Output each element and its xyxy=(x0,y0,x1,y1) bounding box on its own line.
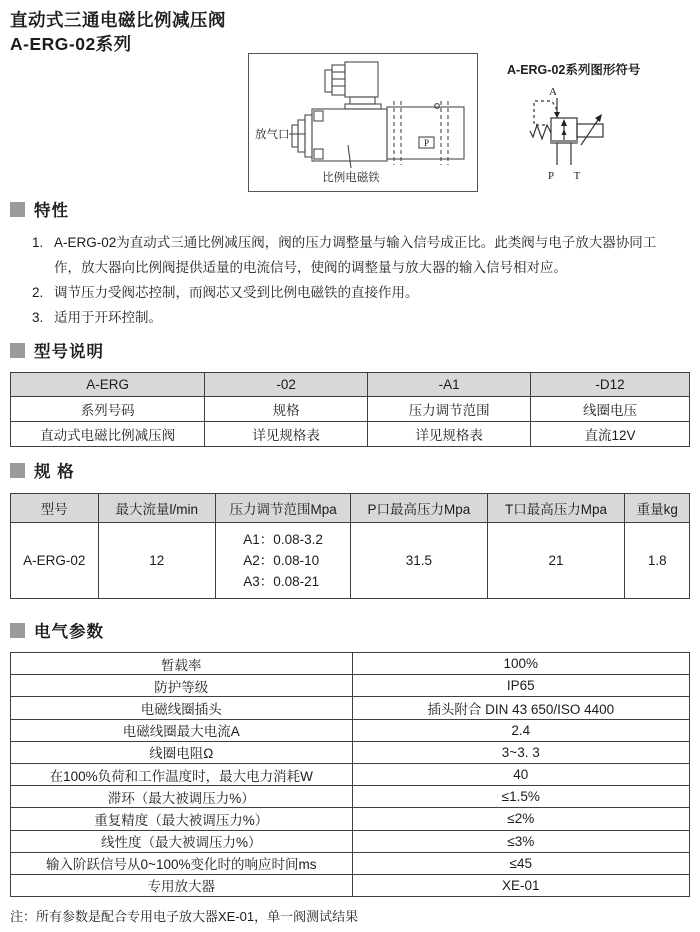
section-marker-icon xyxy=(10,202,25,217)
column-header: T口最高压力Mpa xyxy=(487,494,625,523)
table-cell: 规格 xyxy=(205,397,368,422)
list-item xyxy=(32,230,682,280)
footnote: 注：所有参数是配合专用电子放大器XE-01，单一阀测试结果 xyxy=(10,909,359,924)
column-header: 最大流量l/min xyxy=(98,494,215,523)
spec-weight-cell: 1.8 xyxy=(625,523,690,599)
section-specifications xyxy=(10,458,692,599)
param-label: 暂载率 xyxy=(11,653,353,675)
symbol-port-t-label: T xyxy=(573,170,581,182)
param-label: 线圈电阻Ω xyxy=(11,741,353,763)
pressure-range-list xyxy=(243,529,323,592)
param-value: 100% xyxy=(352,653,689,675)
param-label: 在100%负荷和工作温度时，最大电力消耗W xyxy=(11,763,353,785)
features-header xyxy=(10,197,692,221)
table-cell: 直流12V xyxy=(531,422,690,447)
table-row xyxy=(11,852,690,874)
spec-model-cell: A-ERG-02 xyxy=(11,523,99,599)
table-row xyxy=(11,719,690,741)
column-header: 压力调节范围Mpa xyxy=(216,494,351,523)
title-line-2: A-ERG-02系列 xyxy=(10,34,132,54)
hydraulic-symbol-figure xyxy=(505,75,695,193)
param-value: IP65 xyxy=(352,675,689,697)
table-row xyxy=(11,763,690,785)
model-header xyxy=(10,338,692,362)
feature-number: 3. xyxy=(32,310,44,325)
electric-header xyxy=(10,618,692,642)
param-label: 线性度（最大被调压力%） xyxy=(11,830,353,852)
pressure-range-a1: A1：0.08-3.2 xyxy=(243,532,323,547)
param-value: ≤3% xyxy=(352,830,689,852)
table-row xyxy=(11,397,690,422)
param-value: 插头附合 DIN 43 650/ISO 4400 xyxy=(352,697,689,719)
table-row xyxy=(11,653,690,675)
param-value: 3~3. 3 xyxy=(352,741,689,763)
model-code-cell: A-ERG xyxy=(11,373,205,397)
feature-text: A-ERG-02为直动式三通比例减压阀，阀的压力调整量与输入信号成正比。此类阀与电子放大器协同工作，放大器向比例阀提供适量的电流信号，使阀的调整量与放大器的输入信号相对应。 xyxy=(54,235,657,275)
feature-number: 2. xyxy=(32,285,44,300)
section-marker-icon xyxy=(10,343,25,358)
table-cell: 直动式电磁比例减压阀 xyxy=(11,422,205,447)
air-port-label: 放气口 xyxy=(255,129,290,141)
param-label: 滞环（最大被调压力%） xyxy=(11,786,353,808)
param-label: 防护等级 xyxy=(11,675,353,697)
feature-number: 1. xyxy=(32,235,44,250)
table-row xyxy=(11,373,690,397)
section-model-designation xyxy=(10,338,692,447)
hydraulic-symbol-icon xyxy=(505,75,695,193)
param-value: ≤2% xyxy=(352,808,689,830)
table-row xyxy=(11,675,690,697)
spec-tmax-cell: 21 xyxy=(487,523,625,599)
table-cell: 系列号码 xyxy=(11,397,205,422)
model-code-cell: -02 xyxy=(205,373,368,397)
column-header: 重量kg xyxy=(625,494,690,523)
section-electrical-parameters xyxy=(10,618,692,897)
section-marker-icon xyxy=(10,463,25,478)
table-row xyxy=(11,494,690,523)
spec-range-cell xyxy=(216,523,351,599)
feature-text: 适用于开环控制。 xyxy=(54,310,162,325)
spec-pmax-cell: 31.5 xyxy=(351,523,487,599)
table-cell: 详见规格表 xyxy=(368,422,531,447)
table-row xyxy=(11,830,690,852)
param-value: 40 xyxy=(352,763,689,785)
table-row xyxy=(11,741,690,763)
specifications-table xyxy=(10,493,690,599)
param-label: 专用放大器 xyxy=(11,874,353,896)
param-value: ≤45 xyxy=(352,852,689,874)
table-row xyxy=(11,697,690,719)
param-value: ≤1.5% xyxy=(352,786,689,808)
proportional-solenoid-label: 比例电磁铁 xyxy=(322,172,380,184)
valve-drawing-figure xyxy=(248,53,478,192)
pressure-range-a2: A2：0.08-10 xyxy=(243,553,320,568)
table-row xyxy=(11,874,690,896)
model-title: 型号说明 xyxy=(34,343,104,361)
electric-title: 电气参数 xyxy=(34,623,104,641)
table-row xyxy=(11,523,690,599)
valve-outline-drawing-icon xyxy=(249,54,476,190)
list-item xyxy=(32,305,682,330)
table-row xyxy=(11,422,690,447)
page-title xyxy=(10,8,226,56)
spec-header xyxy=(10,458,692,482)
table-cell: 详见规格表 xyxy=(205,422,368,447)
param-label: 电磁线圈插头 xyxy=(11,697,353,719)
p-port-mark: P xyxy=(423,138,430,148)
table-cell: 线圈电压 xyxy=(531,397,690,422)
symbol-port-p-label: P xyxy=(547,170,555,182)
column-header: 型号 xyxy=(11,494,99,523)
spec-flow-cell: 12 xyxy=(98,523,215,599)
table-cell: 压力调节范围 xyxy=(368,397,531,422)
model-code-cell: -A1 xyxy=(368,373,531,397)
param-value: XE-01 xyxy=(352,874,689,896)
symbol-port-a-label: A xyxy=(549,86,557,98)
features-title: 特性 xyxy=(34,202,69,220)
section-marker-icon xyxy=(10,623,25,638)
electrical-parameters-table xyxy=(10,652,690,897)
pressure-range-a3: A3：0.08-21 xyxy=(243,574,320,589)
param-value: 2.4 xyxy=(352,719,689,741)
table-row xyxy=(11,808,690,830)
section-features xyxy=(10,197,692,330)
param-label: 电磁线圈最大电流A xyxy=(11,719,353,741)
symbol-caption: A-ERG-02系列图形符号 xyxy=(507,63,641,77)
list-item xyxy=(32,280,682,305)
param-label: 输入阶跃信号从0~100%变化时的响应时间ms xyxy=(11,852,353,874)
title-line-1: 直动式三通电磁比例减压阀 xyxy=(10,10,226,30)
feature-list xyxy=(10,230,692,330)
feature-text: 调节压力受阀芯控制，而阀芯又受到比例电磁铁的直接作用。 xyxy=(54,285,419,300)
column-header: P口最高压力Mpa xyxy=(351,494,487,523)
model-designation-table xyxy=(10,372,690,447)
table-row xyxy=(11,786,690,808)
model-code-cell: -D12 xyxy=(531,373,690,397)
spec-title: 规 格 xyxy=(34,463,75,481)
param-label: 重复精度（最大被调压力%） xyxy=(11,808,353,830)
